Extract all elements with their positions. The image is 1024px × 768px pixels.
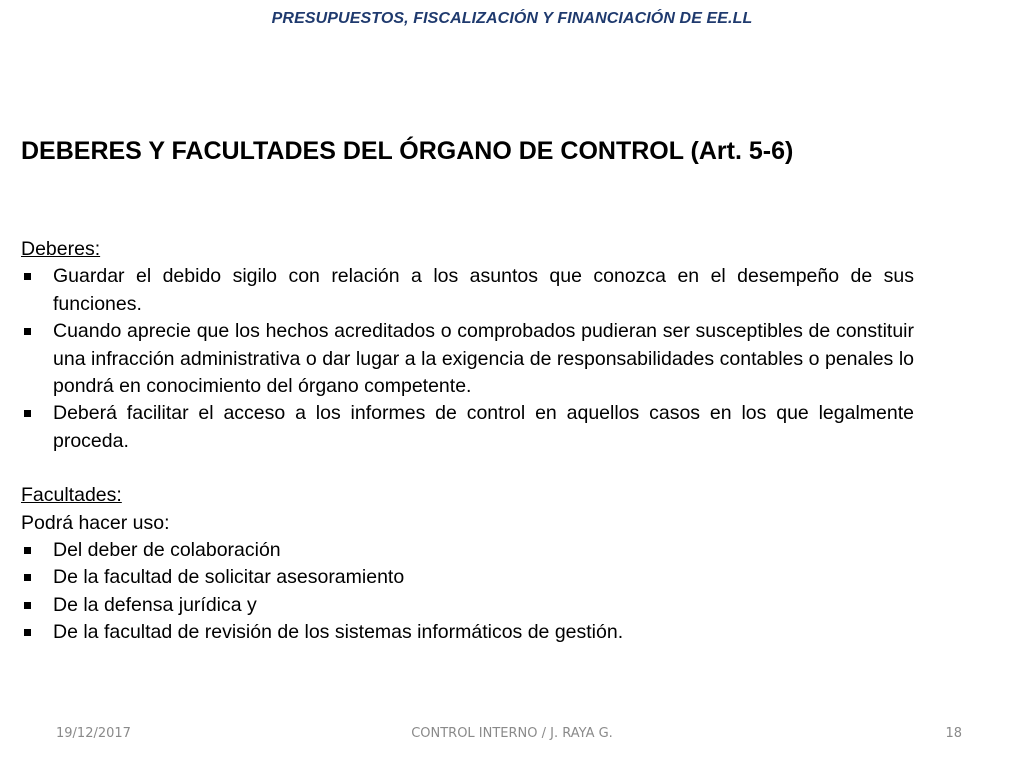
facultades-item: De la defensa jurídica y	[21, 592, 914, 619]
deberes-list	[21, 263, 914, 455]
footer-page-number: 18	[945, 726, 962, 741]
deberes-item: Cuando aprecie que los hechos acreditados o comprobados pudieran ser susceptibles de constituir una infracción administrativa o dar lugar a la exigencia de responsabilidades contables o penales lo pondrá en conocimiento del órgano competente.	[21, 318, 914, 400]
deberes-item: Guardar el debido sigilo con relación a los asuntos que conozca en el desempeño de sus funciones.	[21, 263, 914, 318]
facultades-intro: Podrá hacer uso:	[21, 511, 170, 534]
facultades-list	[21, 537, 914, 647]
deberes-label: Deberes:	[21, 238, 101, 260]
facultades-item: De la facultad de revisión de los sistemas informáticos de gestión.	[21, 619, 914, 646]
footer-author: CONTROL INTERNO / J. RAYA G.	[411, 726, 613, 741]
deberes-item: Deberá facilitar el acceso a los informes de control en aquellos casos en los que legalmente proceda.	[21, 400, 914, 455]
slide-title: DEBERES Y FACULTADES DEL ÓRGANO DE CONTROL (Art. 5-6)	[21, 137, 794, 165]
facultades-item: Del deber de colaboración	[21, 537, 914, 564]
facultades-item: De la facultad de solicitar asesoramiento	[21, 564, 914, 591]
slide-header: PRESUPUESTOS, FISCALIZACIÓN Y FINANCIACIÓN DE EE.LL	[271, 10, 753, 27]
facultades-label: Facultades:	[21, 484, 122, 507]
section-spacer	[21, 455, 914, 482]
slide-body	[21, 236, 914, 647]
footer-date: 19/12/2017	[56, 726, 131, 741]
